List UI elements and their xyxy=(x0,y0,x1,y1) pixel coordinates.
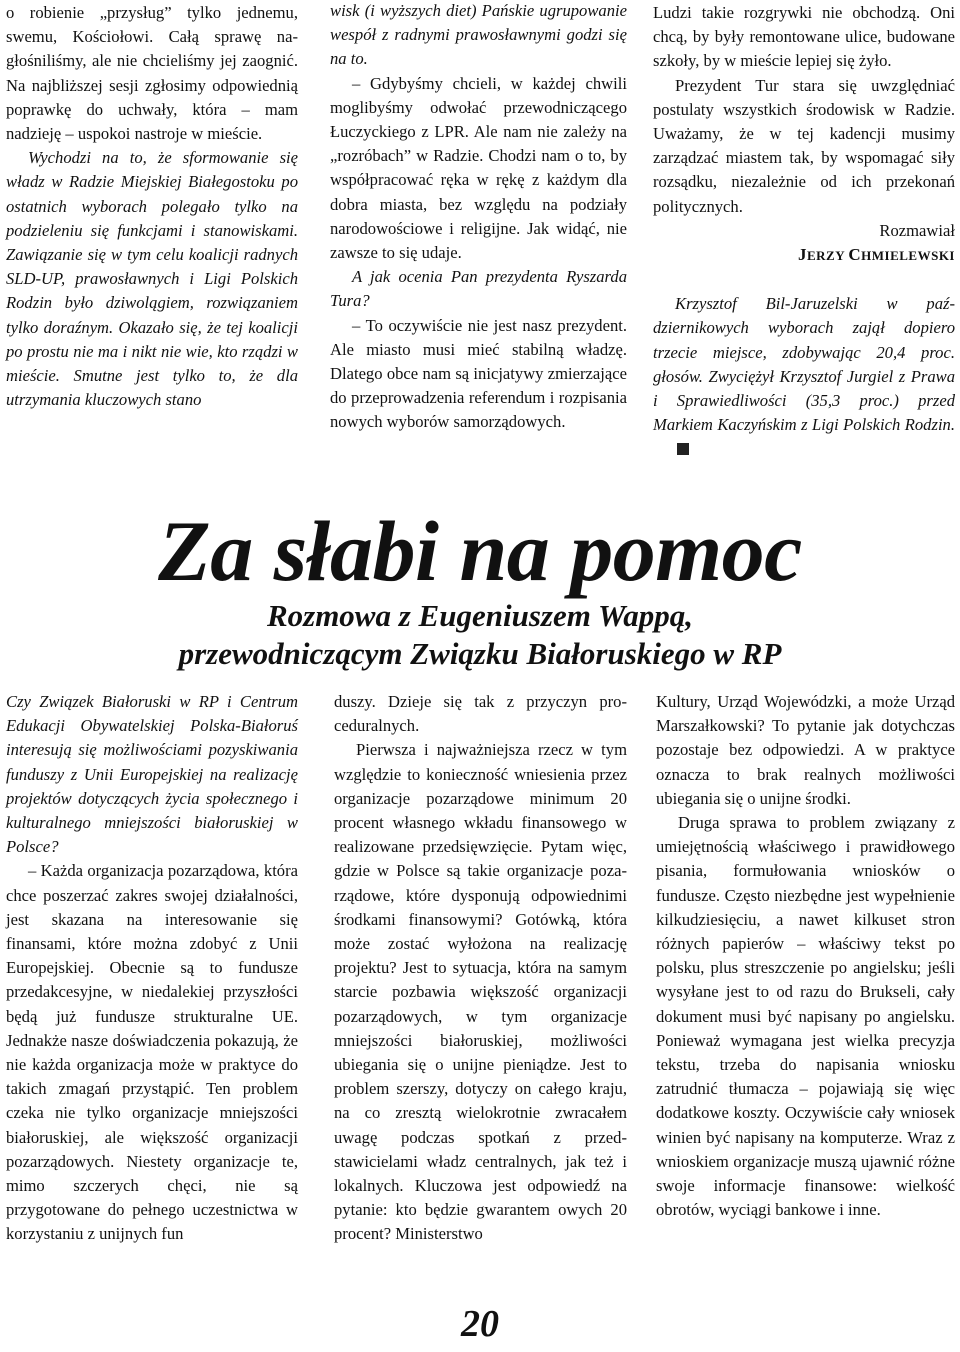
interviewer-label: Rozmawiał xyxy=(879,220,955,240)
spacer xyxy=(653,268,955,292)
article-headline: Za słabi na pomoc xyxy=(158,503,802,599)
subheadline-line-1: Rozmowa z Eugeniuszem Wappą, xyxy=(266,598,694,633)
paragraph: Prezydent Tur stara się uwzględniać postulaty wszystkich środowisk w Radzie. Uważamy, że w tej kadencji musimy zarządzać miastem tak, by wspomagać siły rozsądku, niezależnie od ich przekonań politycznych. xyxy=(653,75,955,216)
article-column-3 xyxy=(656,690,955,1222)
paragraph: Ludzi takie rozgrywki nie obchodzą. Oni chcą, by były remontowane ulice, budowane szkoły, by w mieście lepiej się żyło. xyxy=(653,3,955,71)
paragraph: duszy. Dzieje się tak z przyczyn proceduralnych. xyxy=(334,692,627,736)
interviewer-question: wisk (i wyższych diet) Pańskie ugrupowanie wespół z radnymi prawosławnymi godzi się na to. xyxy=(330,1,627,69)
article-subheadline xyxy=(0,597,960,673)
subheadline-line-2: przewodniczącym Związku Białoruskiego w RP xyxy=(178,636,782,671)
top-column-1 xyxy=(6,1,298,412)
interviewer-question: Czy Związek Białoruski w RP i Centrum Edukacji Obywatelskiej Polska-Białoruś interesują się możliwościami pozyskiwania funduszy z Unii Europejskiej na realizację projektów dotyczących życia społecznego i kulturalnego mniejszości białoruskiej w Polsce? xyxy=(6,692,298,857)
article-column-2 xyxy=(334,690,627,1247)
paragraph: – Każda organizacja pozarządowa, która chce poszerzać zakres swojej działalności, jest skazana na interesowanie się finansami, które można zdobyć z Unii Europejskiej. Obecnie są to fundusze przedakcesyjne, w niedalekiej przyszłości będą już fundusze strukturalne UE. Jednakże nasze doświadczenia pokazują, że nie każda organizacja może w praktyce do takich zmagań przystąpić. Ten problem czeka nie tylko organizacje mniejszości białoruskiej, ale większość organizacji pozarządowych. Niestety organizacje te, mimo szczerych chęci, nie są przygotowane do pełnego uczestnictwa w korzystaniu z unijnych fun xyxy=(6,861,298,1244)
paragraph: Druga sprawa to problem związany z umiejętnością właściwego i prawidłowego pisania, formułowania wniosków o fundusze. Często niezbędne jest wypełnienie kilkudziesięciu, a nawet kilkuset stron różnych papierów – właściwy tekst po polsku, plus streszczenie po angielsku; jeśli wysyłane jest to od razu do Brukseli, cały dokument musi być napisany po angielsku. Ponieważ wymagana jest wielka precyzja tekstu, trzeba do napisania wniosku zatrudnić tłumacza – pojawiają się więc dodatkowe koszty. Oczywiście cały wniosek winien być napisany na komputerze. Wraz z wnioskiem organizacje muszą ujawnić różne swoje informacje finansowe: wielkość obrotów, wyciągi bankowe i inne. xyxy=(656,813,955,1220)
paragraph: – To oczywiście nie jest nasz prezydent. Ale miasto musi mieć stabilną władzę. Dlatego obce nam są inicjatywy zmierzające do przeprowadzenia referendum i rozpisania nowych wyborów samorządowych. xyxy=(330,315,627,432)
page-number: 20 xyxy=(461,1303,499,1345)
paragraph: Kultury, Urząd Wojewódzki, a może Urząd Marszałkowski? To pytanie jak dotychczas pozostaje bez odpowiedzi. A w praktyce oznacza to brak realnych możliwości ubiegania się o unijne środki. xyxy=(656,692,955,808)
article-column-1 xyxy=(6,690,298,1247)
paragraph: – Gdybyśmy chcieli, w każdej chwili moglibyśmy odwołać przewodniczącego Łuczyckiego z LPR. Ale nam nie zależy na „rozróbach” w Radzie. Chodzi nam o to, by współpracować ręka w rękę z każdym dla dobra miasta, bez względu na podziały narodowościowe i religijne. Jak widąć, nie zawsze to się udaje. xyxy=(330,73,627,263)
top-column-2 xyxy=(330,0,627,435)
author-name: JERZY CHMIELEWSKI xyxy=(797,245,955,265)
interviewer-question: Wychodzi na to, że sformowanie się władz w Radzie Miejskiej Białegostoku po ostatnich wyborach polegało tylko na podzieleniu się funkcjami i stanowiskami. Zawiązanie się w tym celu koalicji radnych SLD-UP, prawosławnych i Ligi Polskich Rodzin było dziwolągiem, rozwiązaniem tylko doraźnym. Okazało się, że tej koalicji po prostu nie ma i nikt nie wie, kto rządzi w mieście. Smutne jest tylko to, że dla utrzymania kluczowych stano xyxy=(6,148,298,410)
footnote: Krzysztof Bil-Jaruzelski w październikowych wyborach zajął dopiero trzecie miejsce, zdobywając 20,4 proc. głosów. Zwyciężył Krzysztof Jurgiel z Prawa i Sprawiedliwości (35,3 proc.) przed Markiem Kaczyńskim z Ligi Polskich Rodzin. xyxy=(653,292,955,461)
top-column-3 xyxy=(653,1,955,462)
paragraph: o robienie „przysług” tylko jednemu, swemu, Kościołowi. Całą sprawę nagłośniliśmy, ale nie chcieliśmy jej zaognić. Na najbliższej sesji zgłosimy odpowiednią poprawkę do uchwały, która – mam nadzieję – uspokoi nastroje w mieście. xyxy=(6,3,298,144)
end-of-article-mark xyxy=(677,443,689,455)
paragraph: Pierwsza i najważniejsza rzecz w tym względzie to konieczność wniesienia przez organizacje pozarządowe minimum 20 procent własnego wkładu finansowego w realizowane przedsięwzięcie. Pytam więc, gdzie w Polsce są takie organizacje pozarządowe, które dysponują odpowiednimi środkami finansowymi? Gotówką, która może zostać wyłożona na realizację projektu? Jest to sytuacja, która na samym starcie pozbawia większość organizacji pozarządowych, w tym organizacje mniejszości białoruskiej, możliwości ubiegania się o unijne pieniądze. Jest to problem szerszy, dotyczy on całego kraju, na co zresztą wielokrotnie zwracałem uwagę podczas spotkań z przedstawicielami władz centralnych, jak też i lokalnych. Kluczowa jest odpowiedź na pytanie: kto będzie gwarantem owych 20 procent? Ministerstwo xyxy=(334,740,627,1244)
interviewer-question: A jak ocenia Pan prezydenta Ryszarda Tura? xyxy=(330,267,627,311)
